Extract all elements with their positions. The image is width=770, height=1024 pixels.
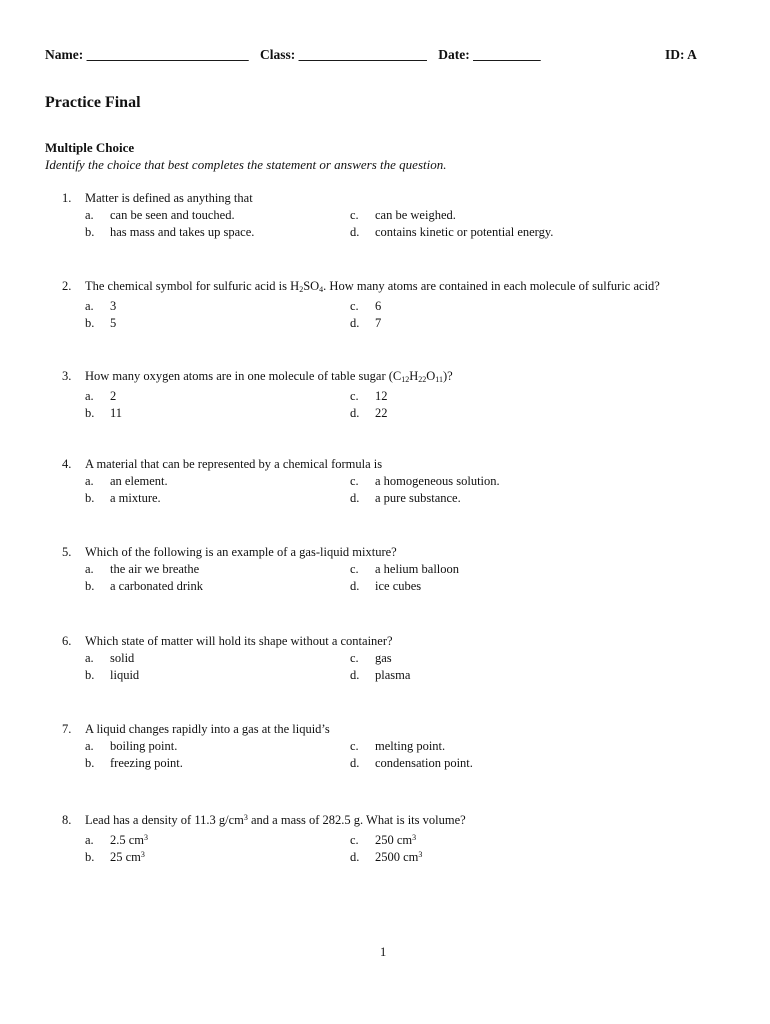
choice-d: d. ice cubes: [350, 579, 422, 593]
choice-b: b. liquid: [85, 668, 140, 682]
question-8: 8. Lead has a density of 11.3 $g/cm^3$ and a mass of 282.5 g. What is its volume? a. 2.5 $cm^3$ b. 25 $cm^3$ c. 250 $cm^3$ d. 2500 $cm^3$: [62, 813, 466, 864]
choice-d: d. 22: [350, 406, 388, 420]
choice-d: d. condensation point.: [350, 756, 473, 770]
page-title: Practice Final: [45, 94, 141, 111]
choice-c: c. gas: [350, 651, 392, 665]
choice-c: c. 6: [350, 299, 382, 313]
question-stem: Which of the following is an example of a gas-liquid mixture?: [85, 545, 397, 559]
choice-a: a. 3: [85, 299, 117, 313]
choice-b: b. a mixture.: [85, 491, 161, 505]
choice-b: b. 25 $cm^3$: [85, 850, 145, 864]
choice-d: d. plasma: [350, 668, 411, 682]
class-field-label: Class: ___________________: [259, 47, 427, 62]
question-stem: A material that can be represented by a chemical formula is: [85, 457, 383, 471]
section-title: Multiple Choice: [45, 140, 135, 155]
question-stem: A liquid changes rapidly into a gas at the liquid’s: [85, 722, 330, 736]
question-5: 5. Which of the following is an example of a gas-liquid mixture? a. the air we breathe b. a carbonated drink c. a helium balloon d. ice cubes: [62, 545, 460, 593]
choice-a: a. an element.: [85, 474, 168, 488]
choice-d: d. 7: [350, 316, 382, 330]
choice-c: c. a helium balloon: [350, 562, 460, 576]
question-2: 2. The chemical symbol for sulfuric acid is $H_2SO_4$. How many atoms are contained in each molecule of sulfuric acid? a. 3 b. 5 c. 6 d. 7: [62, 279, 660, 330]
date-field-label: Date: __________: [438, 47, 541, 62]
question-7: 7. A liquid changes rapidly into a gas at the liquid’s a. boiling point. b. freezing point. c. melting point. d. condensation point.: [62, 722, 473, 770]
choice-a: a. 2.5 $cm^3$: [85, 833, 149, 847]
choice-b: b. 5: [85, 316, 117, 330]
id-label: ID: A: [665, 47, 697, 62]
question-4: 4. A material that can be represented by a chemical formula is a. an element. b. a mixture. c. a homogeneous solution. d. a pure substance.: [62, 457, 500, 505]
choice-b: b. has mass and takes up space.: [85, 225, 255, 239]
choice-c: c. 12: [350, 389, 388, 403]
question-stem: The chemical symbol for sulfuric acid is $H_2SO_4$. How many atoms are contained in each molecule of sulfuric acid?: [85, 279, 660, 294]
name-field-label: Name: ________________________: [45, 47, 249, 62]
choice-b: b. a carbonated drink: [85, 579, 204, 593]
question-3: 3. How many oxygen atoms are in one molecule of table sugar $(C_{12}H_{22}O_{11})$? a. 2 b. 11 c. 12 d. 22: [62, 369, 453, 420]
choice-d: d. 2500 $cm^3$: [350, 850, 423, 864]
header-row: [45, 47, 705, 63]
choice-c: c. melting point.: [350, 739, 446, 753]
page-number: 1: [380, 945, 387, 959]
choice-a: a. can be seen and touched.: [85, 208, 235, 222]
choice-c: c. a homogeneous solution.: [350, 474, 500, 488]
choice-a: a. the air we breathe: [85, 562, 200, 576]
choice-a: a. solid: [85, 651, 135, 665]
question-stem: How many oxygen atoms are in one molecule of table sugar $(C_{12}H_{22}O_{11})$?: [85, 369, 453, 384]
question-stem: Which state of matter will hold its shape without a container?: [85, 634, 393, 648]
question-1: 1. Matter is defined as anything that a. can be seen and touched. b. has mass and takes up space. c. can be weighed. d. contains kinetic or potential energy.: [62, 191, 554, 239]
choice-c: c. can be weighed.: [350, 208, 456, 222]
choice-d: d. contains kinetic or potential energy.: [350, 225, 554, 239]
section-instructions: Identify the choice that best completes the statement or answers the question.: [45, 157, 447, 172]
choice-a: a. 2: [85, 389, 117, 403]
choice-a: a. boiling point.: [85, 739, 178, 753]
choice-d: d. a pure substance.: [350, 491, 461, 505]
choice-c: c. 250 $cm^3$: [350, 833, 417, 847]
question-stem: Matter is defined as anything that: [85, 191, 253, 205]
question-stem: Lead has a density of 11.3 $g/cm^3$ and a mass of 282.5 g. What is its volume?: [85, 813, 466, 827]
choice-b: b. 11: [85, 406, 123, 420]
question-6: 6. Which state of matter will hold its shape without a container? a. solid b. liquid c. gas d. plasma: [62, 634, 411, 682]
choice-b: b. freezing point.: [85, 756, 183, 770]
